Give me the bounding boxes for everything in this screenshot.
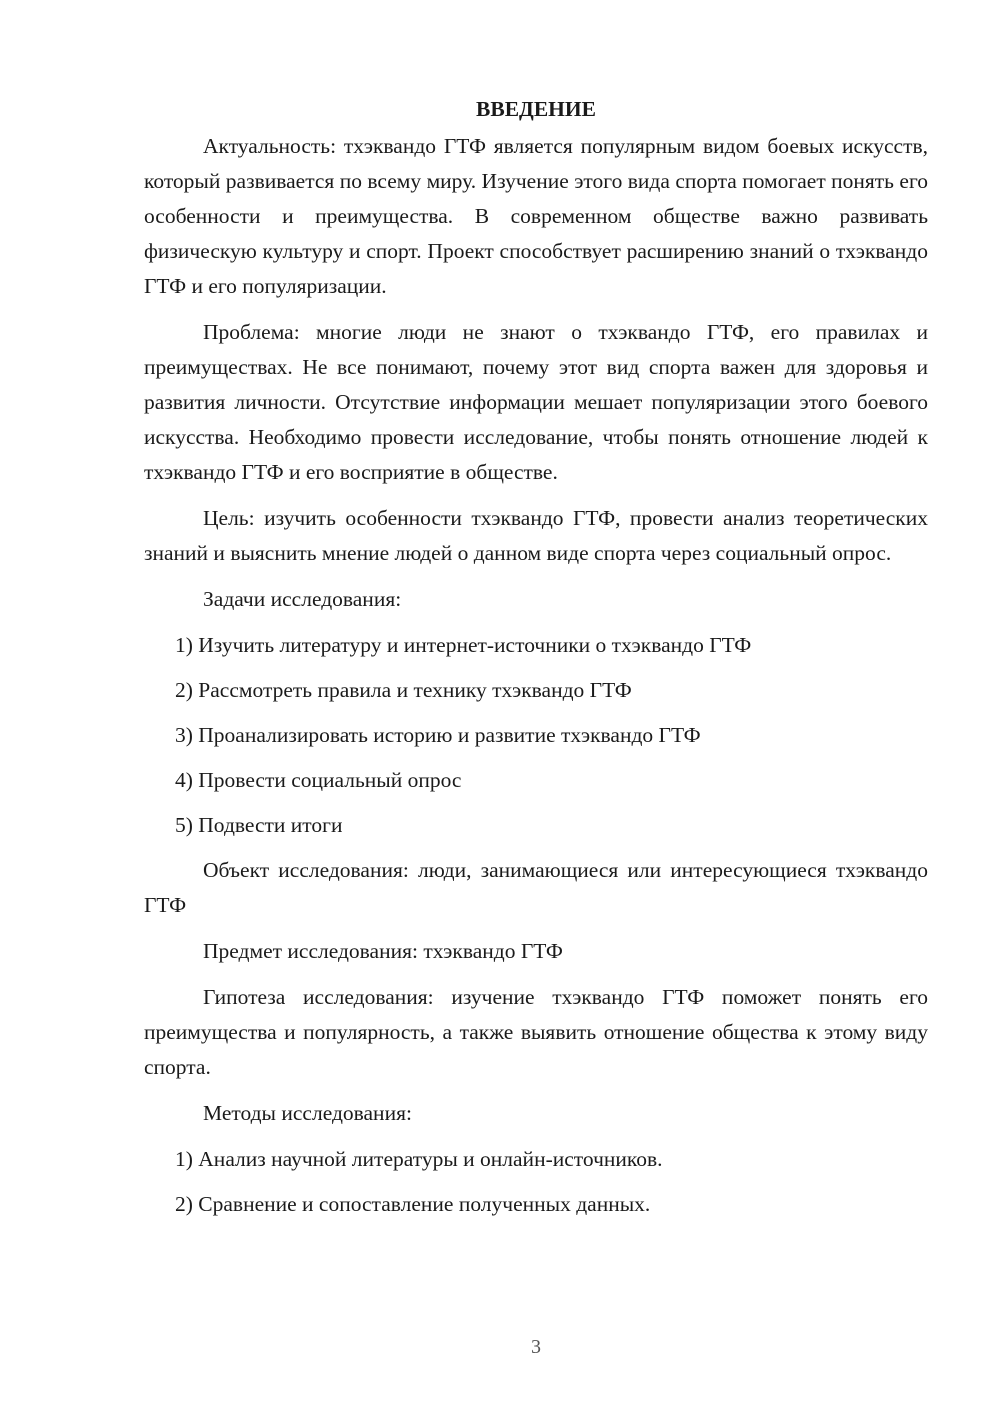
- object-paragraph: Объект исследования: люди, занимающиеся или интересующиеся тхэквандо ГТФ: [144, 858, 928, 917]
- list-item: 4) Провести социальный опрос: [175, 768, 462, 792]
- methods-title: Методы исследования:: [203, 1101, 412, 1125]
- goal-paragraph: Цель: изучить особенности тхэквандо ГТФ, провести анализ теоретических знаний и выяснить мнение людей о данном виде спорта через социальный опрос.: [144, 506, 928, 565]
- methods-list: [144, 1142, 928, 1222]
- section-heading: ВВЕДЕНИЕ: [476, 97, 596, 121]
- subject-paragraph: Предмет исследования: тхэквандо ГТФ: [203, 939, 563, 963]
- tasks-list: [144, 628, 928, 843]
- hypothesis-paragraph: Гипотеза исследования: изучение тхэквандо ГТФ поможет понять его преимущества и популярность, а также выявить отношение общества к этому виду спорта.: [144, 985, 928, 1079]
- list-item: 3) Проанализировать историю и развитие тхэквандо ГТФ: [175, 723, 701, 747]
- list-item: 5) Подвести итоги: [175, 813, 343, 837]
- relevance-paragraph: Актуальность: тхэквандо ГТФ является популярным видом боевых искусств, который развивается по всему миру. Изучение этого вида спорта помогает понять его особенности и преимущества. В современном обществе важно развивать физическую культуру и спорт. Проект способствует расширению знаний о тхэквандо ГТФ и его популяризации.: [144, 134, 928, 298]
- problem-paragraph: Проблема: многие люди не знают о тхэквандо ГТФ, его правилах и преимуществах. Не все понимают, почему этот вид спорта важен для здоровья и развития личности. Отсутствие информации мешает популяризации этого боевого искусства. Необходимо провести исследование, чтобы понять отношение людей к тхэквандо ГТФ и его восприятие в обществе.: [144, 320, 928, 484]
- list-item: 1) Изучить литературу и интернет-источники о тхэквандо ГТФ: [175, 633, 752, 657]
- list-item: 2) Сравнение и сопоставление полученных данных.: [175, 1192, 651, 1216]
- page-content: [144, 92, 928, 1232]
- list-item: 1) Анализ научной литературы и онлайн-источников.: [175, 1147, 663, 1171]
- list-item: 2) Рассмотреть правила и технику тхэквандо ГТФ: [175, 678, 632, 702]
- page-number: 3: [531, 1336, 541, 1358]
- tasks-title: Задачи исследования:: [203, 587, 402, 611]
